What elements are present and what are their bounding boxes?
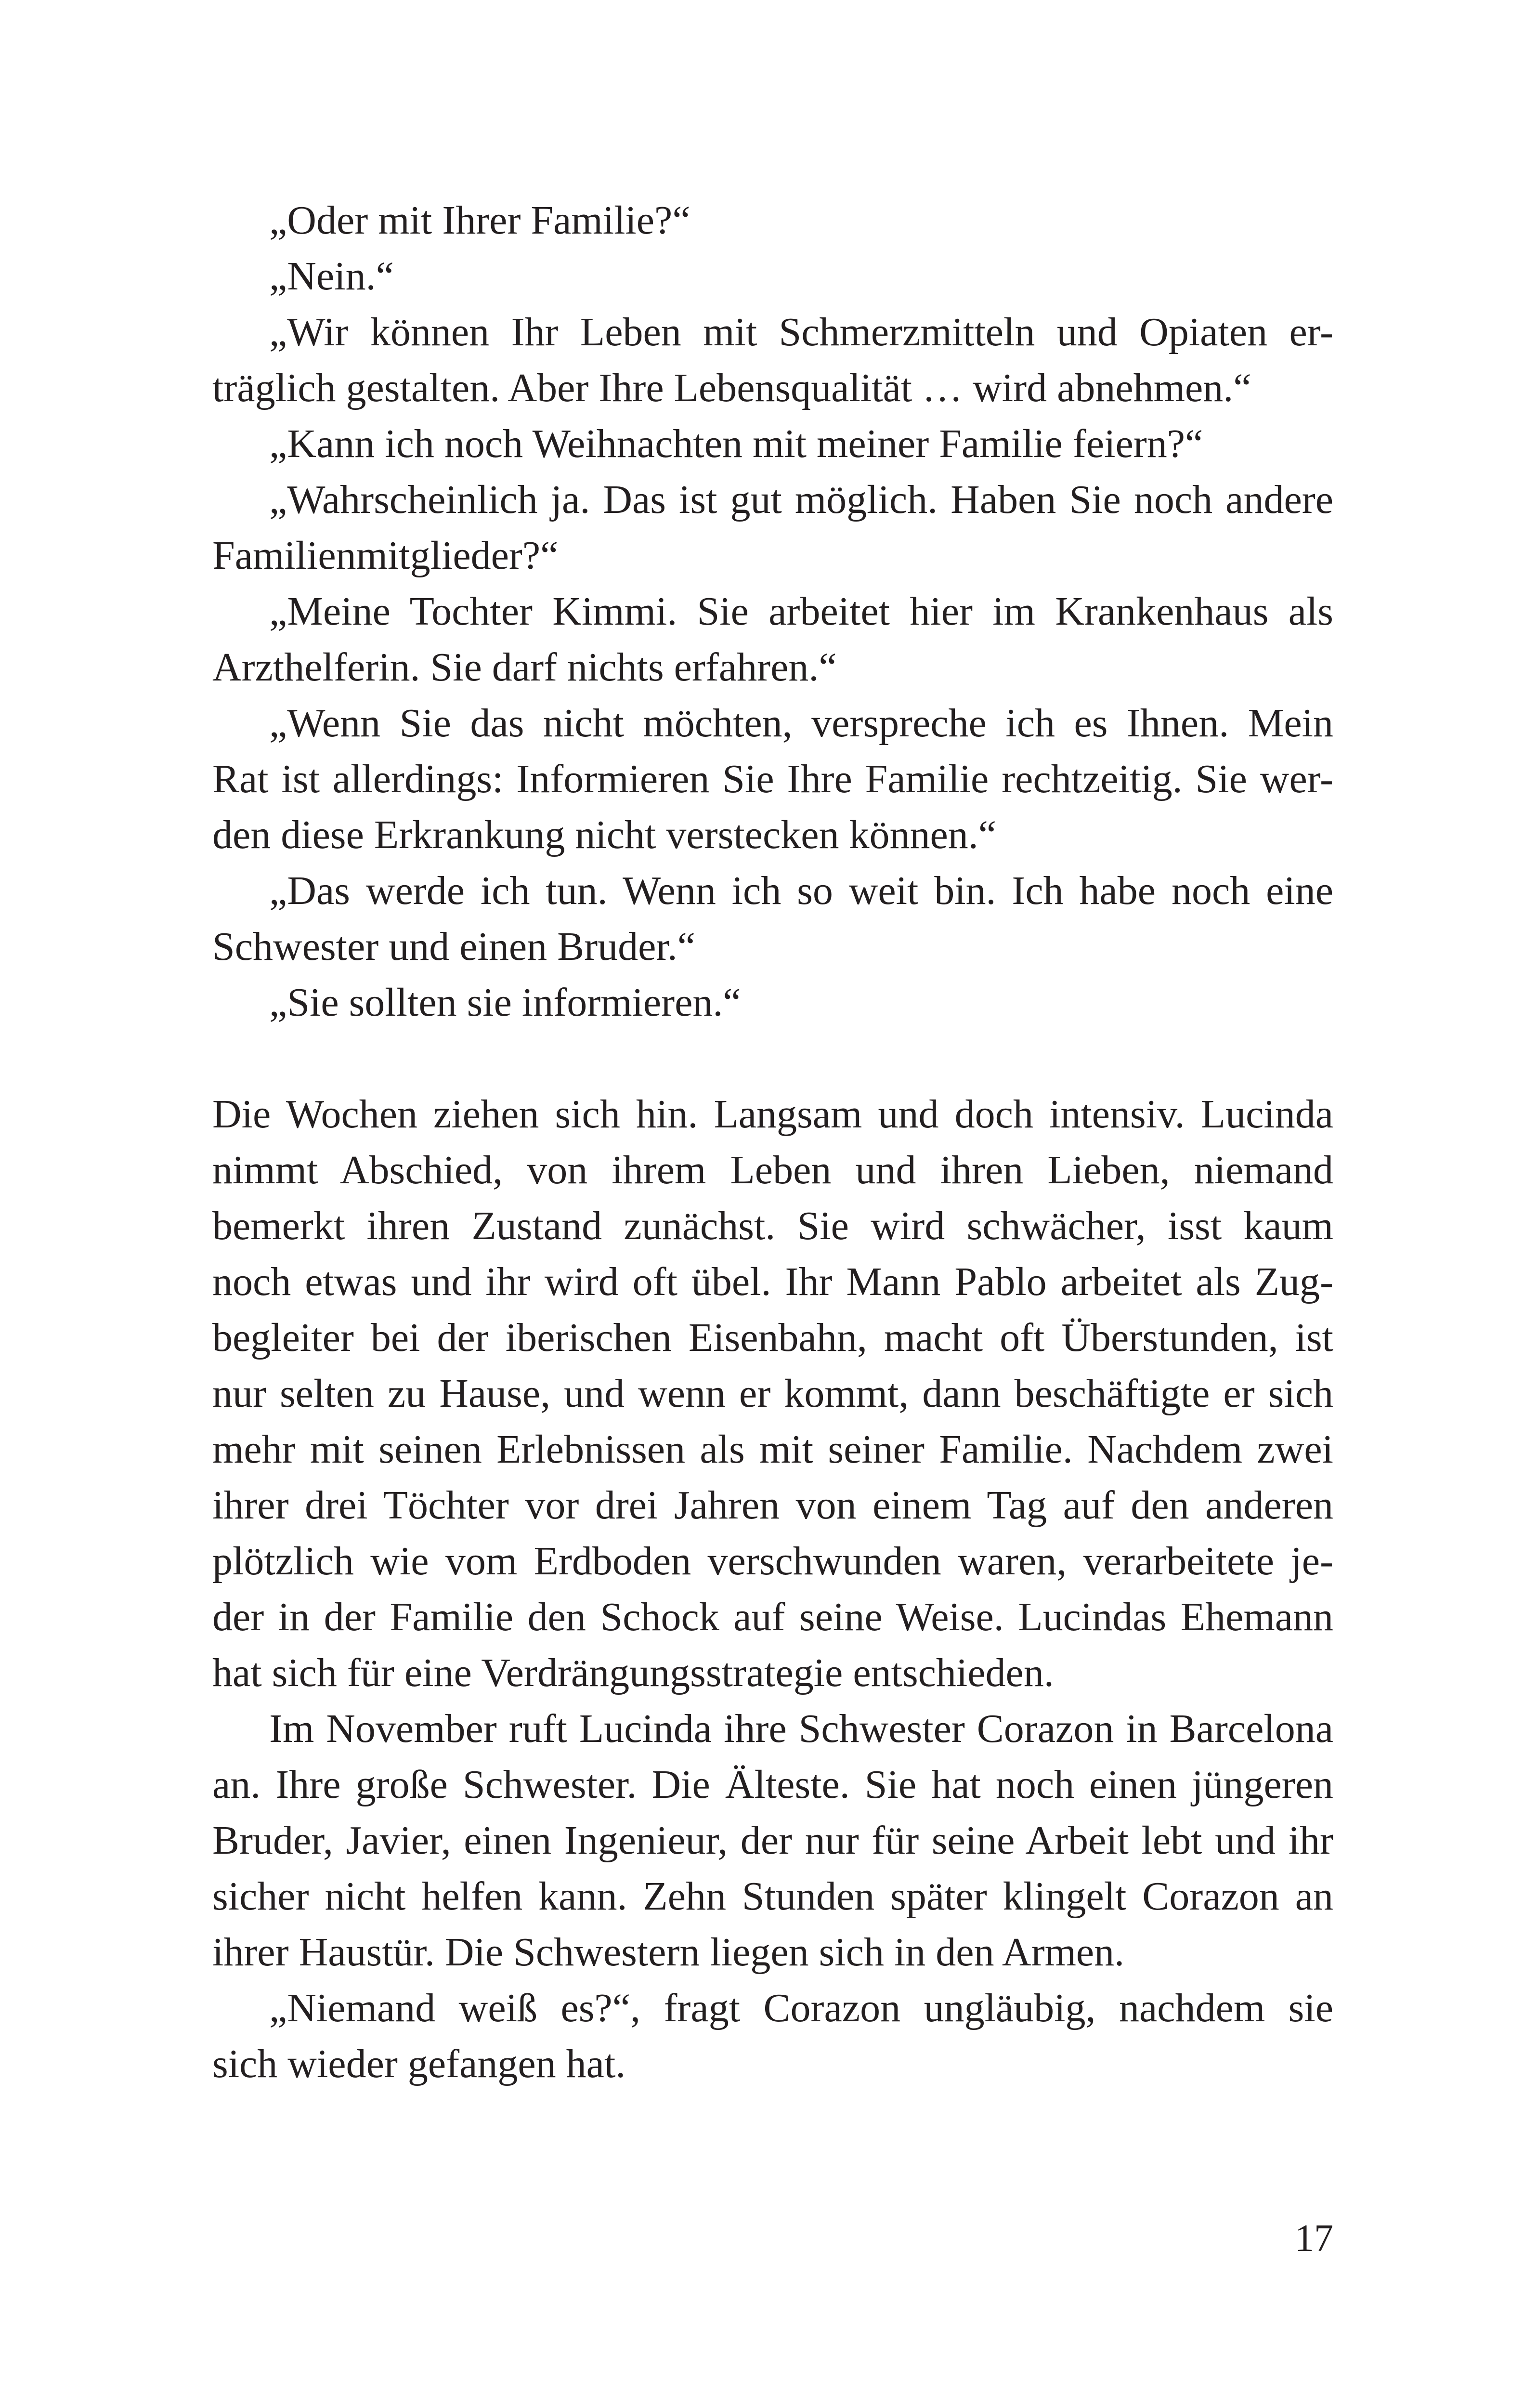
text-line: „Meine Tochter Kimmi. Sie arbeitet hier im Krankenhaus als: [269, 589, 1333, 634]
text-line: „Wir können Ihr Leben mit Schmerzmitteln und Opiaten er-: [269, 310, 1333, 354]
text-line: Rat ist allerdings: Informieren Sie Ihre Familie rechtzeitig. Sie wer-: [212, 757, 1333, 801]
text-line: an. Ihre große Schwester. Die Älteste. Sie hat noch einen jüngeren: [212, 1762, 1333, 1807]
text-line: ihrer Haustür. Die Schwestern liegen sich in den Armen.: [212, 1930, 1125, 1975]
text-line: mehr mit seinen Erlebnissen als mit seiner Familie. Nachdem zwei: [212, 1427, 1333, 1472]
text-line: noch etwas und ihr wird oft übel. Ihr Mann Pablo arbeitet als Zug-: [212, 1259, 1333, 1304]
text-line: nimmt Abschied, von ihrem Leben und ihren Lieben, niemand: [212, 1148, 1333, 1192]
text-line: „Sie sollten sie informieren.“: [269, 980, 741, 1025]
text-line: träglich gestalten. Aber Ihre Lebensqualität … wird abnehmen.“: [212, 366, 1251, 410]
text-line: der in der Familie den Schock auf seine Weise. Lucindas Ehemann: [212, 1595, 1333, 1639]
text-line: hat sich für eine Verdrängungsstrategie entschieden.: [212, 1650, 1054, 1695]
text-line: nur selten zu Hause, und wenn er kommt, dann beschäftigte er sich: [212, 1371, 1333, 1416]
text-line: sicher nicht helfen kann. Zehn Stunden später klingelt Corazon an: [212, 1874, 1333, 1919]
text-line: „Das werde ich tun. Wenn ich so weit bin. Ich habe noch eine: [269, 868, 1333, 913]
text-line: begleiter bei der iberischen Eisenbahn, macht oft Überstunden, ist: [212, 1315, 1333, 1360]
text-line: Arzthelferin. Sie darf nichts erfahren.“: [212, 645, 837, 690]
page-number: 17: [1295, 2217, 1333, 2260]
text-line: „Oder mit Ihrer Familie?“: [269, 198, 690, 243]
text-line: „Wahrscheinlich ja. Das ist gut möglich. Haben Sie noch andere: [269, 477, 1333, 522]
text-line: sich wieder gefangen hat.: [212, 2042, 626, 2086]
text-line: Familienmitglieder?“: [212, 533, 559, 578]
text-line: Schwester und einen Bruder.“: [212, 924, 696, 969]
text-line: „Nein.“: [269, 254, 394, 299]
text-line: Im November ruft Lucinda ihre Schwester Corazon in Barcelona: [269, 1706, 1333, 1751]
text-line: bemerkt ihren Zustand zunächst. Sie wird schwächer, isst kaum: [212, 1204, 1333, 1248]
text-line: plötzlich wie vom Erdboden verschwunden waren, verarbeitete je-: [212, 1539, 1333, 1584]
text-line: Bruder, Javier, einen Ingenieur, der nur für seine Arbeit lebt und ihr: [212, 1818, 1333, 1863]
text-line: „Wenn Sie das nicht möchten, verspreche ich es Ihnen. Mein: [269, 701, 1333, 746]
text-line: Die Wochen ziehen sich hin. Langsam und doch intensiv. Lucinda: [212, 1092, 1333, 1137]
book-page-text: [212, 193, 1333, 2092]
text-line: „Niemand weiß es?“, fragt Corazon ungläubig, nachdem sie: [269, 1986, 1333, 2030]
text-line: ihrer drei Töchter vor drei Jahren von einem Tag auf den anderen: [212, 1483, 1333, 1528]
text-line: den diese Erkrankung nicht verstecken können.“: [212, 812, 997, 857]
text-line: „Kann ich noch Weihnachten mit meiner Familie feiern?“: [269, 421, 1203, 466]
section-break: [212, 1031, 1333, 1086]
